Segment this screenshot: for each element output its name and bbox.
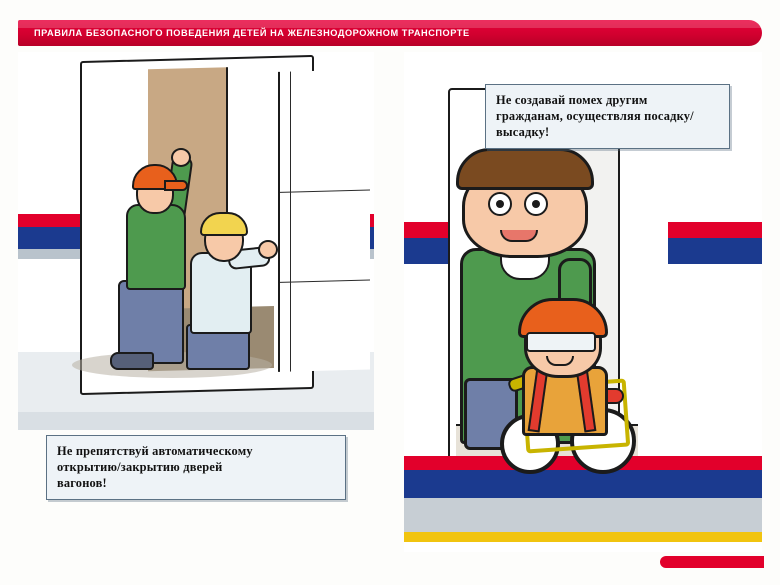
livery-stripe-blue-lower: [404, 470, 762, 498]
child-glasses: [526, 332, 596, 352]
boy-green-shoe: [110, 352, 154, 370]
boy-blond-hand: [258, 240, 278, 259]
caption-doors-line-3: вагонов!: [57, 476, 107, 490]
platform-yellow-line: [404, 532, 762, 542]
caption-boarding-line-1: Не создавай помех другим: [496, 93, 648, 107]
illustration-doors: [18, 52, 374, 430]
adult-hair: [456, 148, 594, 190]
boy-green-hand: [171, 148, 191, 167]
adult-pupil-right: [532, 200, 540, 208]
door-panel-edge: [280, 279, 370, 282]
caption-boarding-line-3: высадку!: [496, 125, 550, 139]
caption-doors-line-1: Не препятствуй автоматическому: [57, 444, 253, 458]
adult-pupil-left: [496, 200, 504, 208]
footer-accent-stripe: [660, 556, 764, 568]
page-title: ПРАВИЛА БЕЗОПАСНОГО ПОВЕДЕНИЯ ДЕТЕЙ НА ЖЕЛЕЗНОДОРОЖНОМ ТРАНСПОРТЕ: [34, 28, 470, 38]
caption-boarding: [485, 84, 730, 149]
platform-edge: [18, 412, 374, 430]
caption-boarding-line-2: гражданам, осуществляя посадку/: [496, 109, 694, 123]
adult-mouth: [500, 230, 538, 242]
door-window-edge: [280, 189, 370, 192]
boy-green-cap-brim: [164, 180, 188, 191]
caption-doors: [46, 435, 346, 500]
caption-doors-line-2: открытию/закрытию дверей: [57, 460, 223, 474]
door-seam: [290, 72, 291, 372]
platform-lower: [404, 498, 762, 532]
boy-green-torso: [126, 204, 186, 290]
train-door-panel: [278, 69, 370, 371]
